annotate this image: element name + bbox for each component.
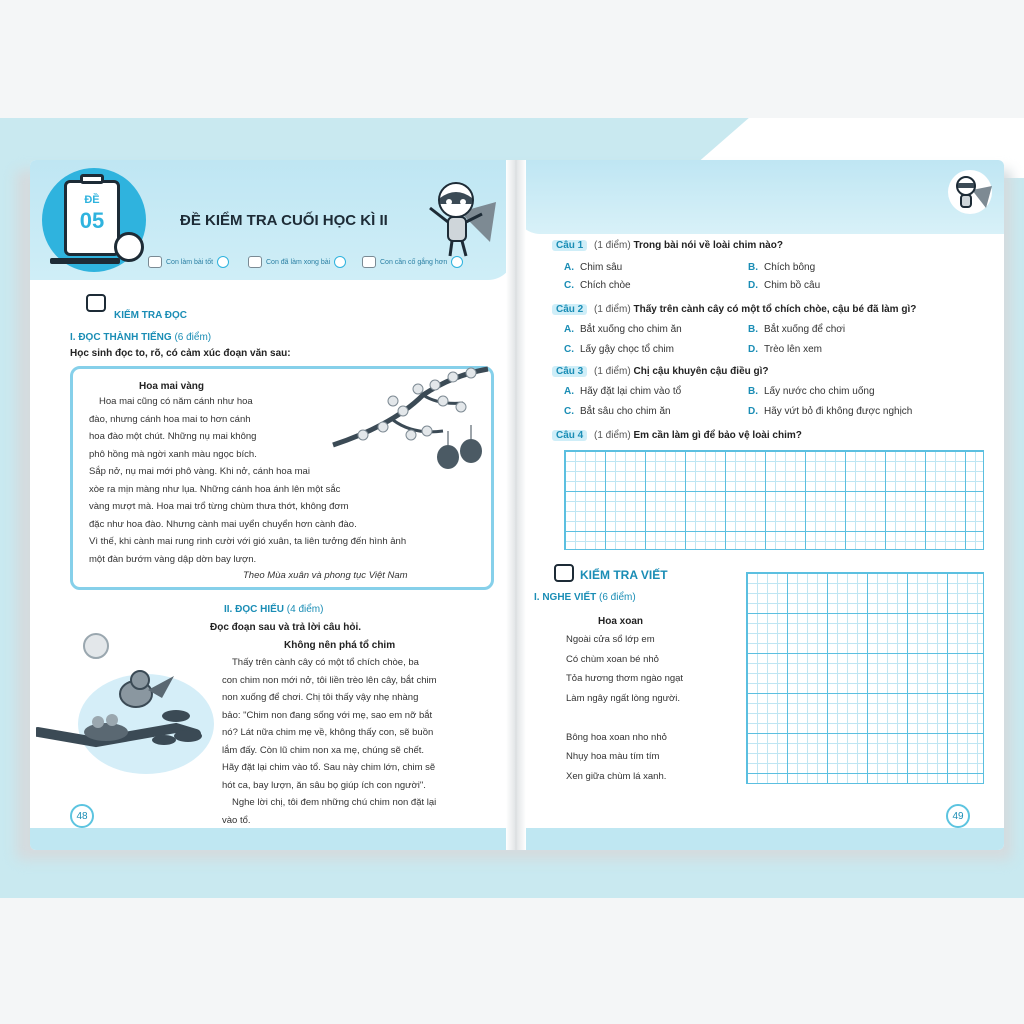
right-page bbox=[516, 160, 1004, 850]
superhero-boy-icon bbox=[420, 172, 500, 262]
passage-line: Sắp nở, nụ mai mới phô vàng. Khi nở, cánh hoa mai bbox=[89, 466, 310, 477]
q3-option-a[interactable]: A. Hãy đặt lại chim vào tổ bbox=[564, 386, 682, 397]
story-line: non xuống để chơi. Chị tôi thấy vậy nhẹ nhàng bbox=[222, 692, 419, 703]
part2-instruction: Đọc đoạn sau và trả lời câu hỏi. bbox=[210, 622, 362, 633]
story-line: Nghe lời chị, tôi đem những chú chim non đặt lại bbox=[232, 797, 437, 808]
poem-line bbox=[566, 708, 683, 728]
passage-line: phô hồng mà ngời xanh màu ngọc bích. bbox=[89, 448, 257, 460]
question-4-points: (1 điểm) bbox=[594, 430, 631, 441]
writing-part-heading bbox=[534, 592, 636, 603]
reading-test-icon bbox=[86, 294, 106, 312]
question-2 bbox=[552, 304, 916, 315]
poem-line: Nhụy hoa màu tím tím bbox=[566, 751, 660, 762]
eval-try-label: Con cần cố gắng hơn bbox=[380, 258, 448, 266]
poem-line: Xen giữa chùm lá xanh. bbox=[566, 770, 667, 782]
eval-good-checkbox[interactable] bbox=[217, 256, 229, 268]
exam-number: 05 bbox=[79, 208, 105, 233]
story-body bbox=[222, 654, 492, 829]
q1-option-d[interactable]: D. Chim bồ câu bbox=[748, 280, 821, 291]
question-4 bbox=[552, 430, 802, 441]
reading-passage-box bbox=[70, 366, 494, 590]
page-number-left: 48 bbox=[70, 804, 94, 828]
passage-line: một đàn bướm vàng dập dờn bay lượn. bbox=[89, 553, 257, 565]
question-1-points: (1 điểm) bbox=[594, 240, 631, 251]
part1-heading bbox=[70, 332, 211, 343]
q2-option-b[interactable]: B. Bắt xuống để chơi bbox=[748, 324, 846, 335]
passage-line: Hoa mai cũng có năm cánh như hoa bbox=[99, 396, 253, 407]
writing-test-icon bbox=[554, 564, 574, 582]
pencil-icon bbox=[50, 258, 120, 264]
clap-icon bbox=[248, 256, 262, 268]
question-2-points: (1 điểm) bbox=[594, 304, 631, 315]
question-2-label: Câu 2 bbox=[552, 304, 587, 315]
story-line: con chim non mới nở, tôi liền trèo lên cây, bắt chim bbox=[222, 674, 437, 686]
eval-good bbox=[148, 256, 229, 268]
dictation-writing-grid[interactable] bbox=[746, 572, 984, 784]
part2-title: II. ĐỌC HIỂU bbox=[224, 604, 285, 615]
passage-title: Hoa mai vàng bbox=[139, 381, 205, 392]
story-line: lắm đấy. Còn lũ chim non xa mẹ, chúng sẽ chết. bbox=[222, 744, 425, 756]
question-1-label: Câu 1 bbox=[552, 240, 587, 251]
q1-option-c[interactable]: C. Chích chòe bbox=[564, 280, 631, 291]
passage-line: hoa đào một chút. Những nụ mai không bbox=[89, 431, 257, 442]
fist-icon bbox=[362, 256, 376, 268]
part2-heading bbox=[224, 604, 323, 615]
q3-option-c[interactable]: C. Bắt sâu cho chim ăn bbox=[564, 406, 671, 417]
story-line: bảo: "Chim non đang sống với mẹ, sao em nỡ bắt bbox=[222, 709, 433, 721]
story-line: Thấy trên cành cây có một tổ chích chòe, ba bbox=[232, 657, 419, 668]
page-number-right: 49 bbox=[946, 804, 970, 828]
question-4-label: Câu 4 bbox=[552, 430, 587, 441]
bird-nest-illustration bbox=[36, 624, 216, 784]
section-writing: KIỂM TRA VIẾT bbox=[580, 568, 668, 582]
answer-writing-grid[interactable] bbox=[564, 450, 984, 550]
poem-line: Bông hoa xoan nho nhỏ bbox=[566, 731, 667, 743]
question-3 bbox=[552, 366, 769, 377]
poem-line: Làm ngây ngất lòng người. bbox=[566, 692, 680, 704]
book-spine bbox=[506, 160, 526, 850]
right-page-header bbox=[516, 160, 1004, 234]
question-3-text: Chị cậu khuyên cậu điều gì? bbox=[633, 366, 769, 377]
passage-source: Theo Mùa xuân và phong tục Việt Nam bbox=[243, 570, 408, 581]
passage-line: vàng mượt mà. Hoa mai trổ từng chùm thưa thớt, không đơm bbox=[89, 501, 349, 512]
exam-header bbox=[30, 160, 514, 280]
left-page bbox=[30, 160, 514, 850]
story-line: vào tổ. bbox=[222, 814, 251, 826]
clipboard-clip-icon bbox=[80, 174, 104, 184]
question-4-text: Em cần làm gì để bảo vệ loài chim? bbox=[633, 430, 802, 441]
question-1 bbox=[552, 240, 783, 251]
poem-body bbox=[566, 630, 683, 786]
passage-line: Vì thế, khi cành mai rung rinh cười với gió xuân, ta liên tưởng đến hình ảnh bbox=[89, 536, 407, 547]
eval-done-label: Con đã làm xong bài bbox=[266, 258, 331, 266]
q2-option-c[interactable]: C. Lấy gậy chọc tổ chim bbox=[564, 344, 674, 355]
story-line: nó? Lát nữa chim mẹ về, không thấy con, sẽ buồn bbox=[222, 727, 434, 738]
poem-line: Ngoài cửa sổ lớp em bbox=[566, 634, 655, 645]
part1-instruction: Học sinh đọc to, rõ, có cảm xúc đoạn văn sau: bbox=[70, 348, 291, 359]
passage-line: đặc như hoa đào. Nhưng cành mai uyển chuyển hơn cành đào. bbox=[89, 518, 357, 530]
writing-part-points: (6 điểm) bbox=[599, 592, 636, 603]
question-3-label: Câu 3 bbox=[552, 366, 587, 377]
eval-good-label: Con làm bài tốt bbox=[166, 258, 214, 266]
apricot-branch-illustration bbox=[323, 365, 495, 485]
poem-line: Có chùm xoan bé nhỏ bbox=[566, 653, 659, 665]
poem-line: Tỏa hương thơm ngào ngạt bbox=[566, 673, 684, 684]
question-3-points: (1 điểm) bbox=[594, 366, 631, 377]
question-1-text: Trong bài nói về loài chim nào? bbox=[633, 240, 783, 251]
part1-points: (6 điểm) bbox=[174, 332, 212, 343]
q2-option-a[interactable]: A. Bắt xuống cho chim ăn bbox=[564, 324, 682, 335]
story-title: Không nên phá tổ chim bbox=[284, 640, 396, 651]
question-2-text: Thấy trên cành cây có một tổ chích chòe, cậu bé đã làm gì? bbox=[633, 304, 917, 315]
q3-option-d[interactable]: D. Hãy vứt bỏ đi không được nghịch bbox=[748, 406, 913, 417]
q1-option-b[interactable]: B. Chích bông bbox=[748, 262, 816, 273]
thumbs-up-icon bbox=[148, 256, 162, 268]
passage-line: xòe ra mịn màng như lụa. Những cánh hoa ánh lên một sắc bbox=[89, 483, 341, 495]
writing-part-title: I. NGHE VIẾT bbox=[534, 592, 597, 603]
part2-points: (4 điểm) bbox=[286, 604, 324, 615]
exam-label: ĐỀ bbox=[84, 194, 100, 206]
eval-done-checkbox[interactable] bbox=[334, 256, 346, 268]
right-page-footer-band bbox=[516, 828, 1004, 850]
part1-title: I. ĐỌC THÀNH TIẾNG bbox=[70, 332, 172, 343]
poem-title: Hoa xoan bbox=[598, 616, 644, 627]
q1-option-a[interactable]: A. Chim sâu bbox=[564, 262, 623, 273]
story-line: Hãy đặt lại chim vào tổ. Sau này chim lớn, chim sẽ bbox=[222, 762, 436, 773]
story-line: hót ca, bay lượn, ăn sâu bọ giúp ích con người". bbox=[222, 779, 426, 791]
q3-option-b[interactable]: B. Lấy nước cho chim uống bbox=[748, 386, 875, 397]
section-reading: KIỂM TRA ĐỌC bbox=[114, 310, 187, 321]
eval-done bbox=[248, 256, 346, 268]
passage-line: đào, nhưng cánh hoa mai to hơn cánh bbox=[89, 413, 251, 425]
q2-option-d[interactable]: D. Trèo lên xem bbox=[748, 344, 822, 355]
left-page-footer-band bbox=[30, 828, 514, 850]
superhero-corner-icon bbox=[946, 168, 996, 216]
exam-title: ĐỀ KIỂM TRA CUỐI HỌC KÌ II bbox=[180, 212, 388, 229]
